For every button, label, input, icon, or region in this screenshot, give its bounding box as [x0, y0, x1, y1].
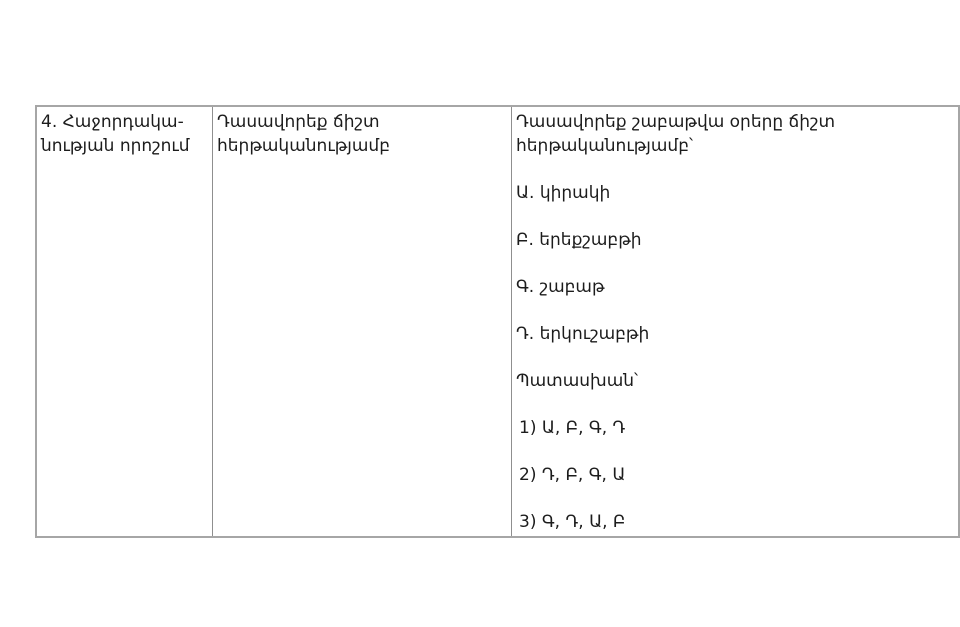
question-table: [35, 105, 960, 538]
task-line-2: հերթականությամբ: [217, 136, 390, 156]
answer-option-1: 1) Ա, Բ, Գ, Դ: [519, 418, 626, 438]
question-prompt: [516, 110, 954, 158]
task-cell: [213, 106, 512, 537]
task-line-1: Դասավորեք ճիշտ: [217, 112, 380, 132]
choice-g: Գ. շաբաթ: [516, 277, 605, 297]
choice-a: Ա. կիրակի: [516, 183, 611, 203]
answer-option-3: 3) Գ, Դ, Ա, Բ: [519, 512, 626, 532]
answer-option-2: 2) Դ, Բ, Գ, Ա: [519, 465, 626, 485]
question-cell: [512, 106, 960, 537]
topic-cell: [36, 106, 213, 537]
prompt-line-1: Դասավորեք շաբաթվա օրերը ճիշտ: [516, 112, 836, 132]
answer-label: Պատասխան՝: [516, 371, 639, 391]
choice-d: Դ. երկուշաբթի: [516, 324, 650, 344]
prompt-line-2: հերթականությամբ՝: [516, 136, 694, 156]
topic-line-1: 4. Հաջորդակա-: [41, 112, 184, 132]
topic-line-2: նության որոշում: [41, 136, 190, 156]
table-row: [36, 106, 959, 537]
choice-b: Բ. երեքշաբթի: [516, 230, 642, 250]
